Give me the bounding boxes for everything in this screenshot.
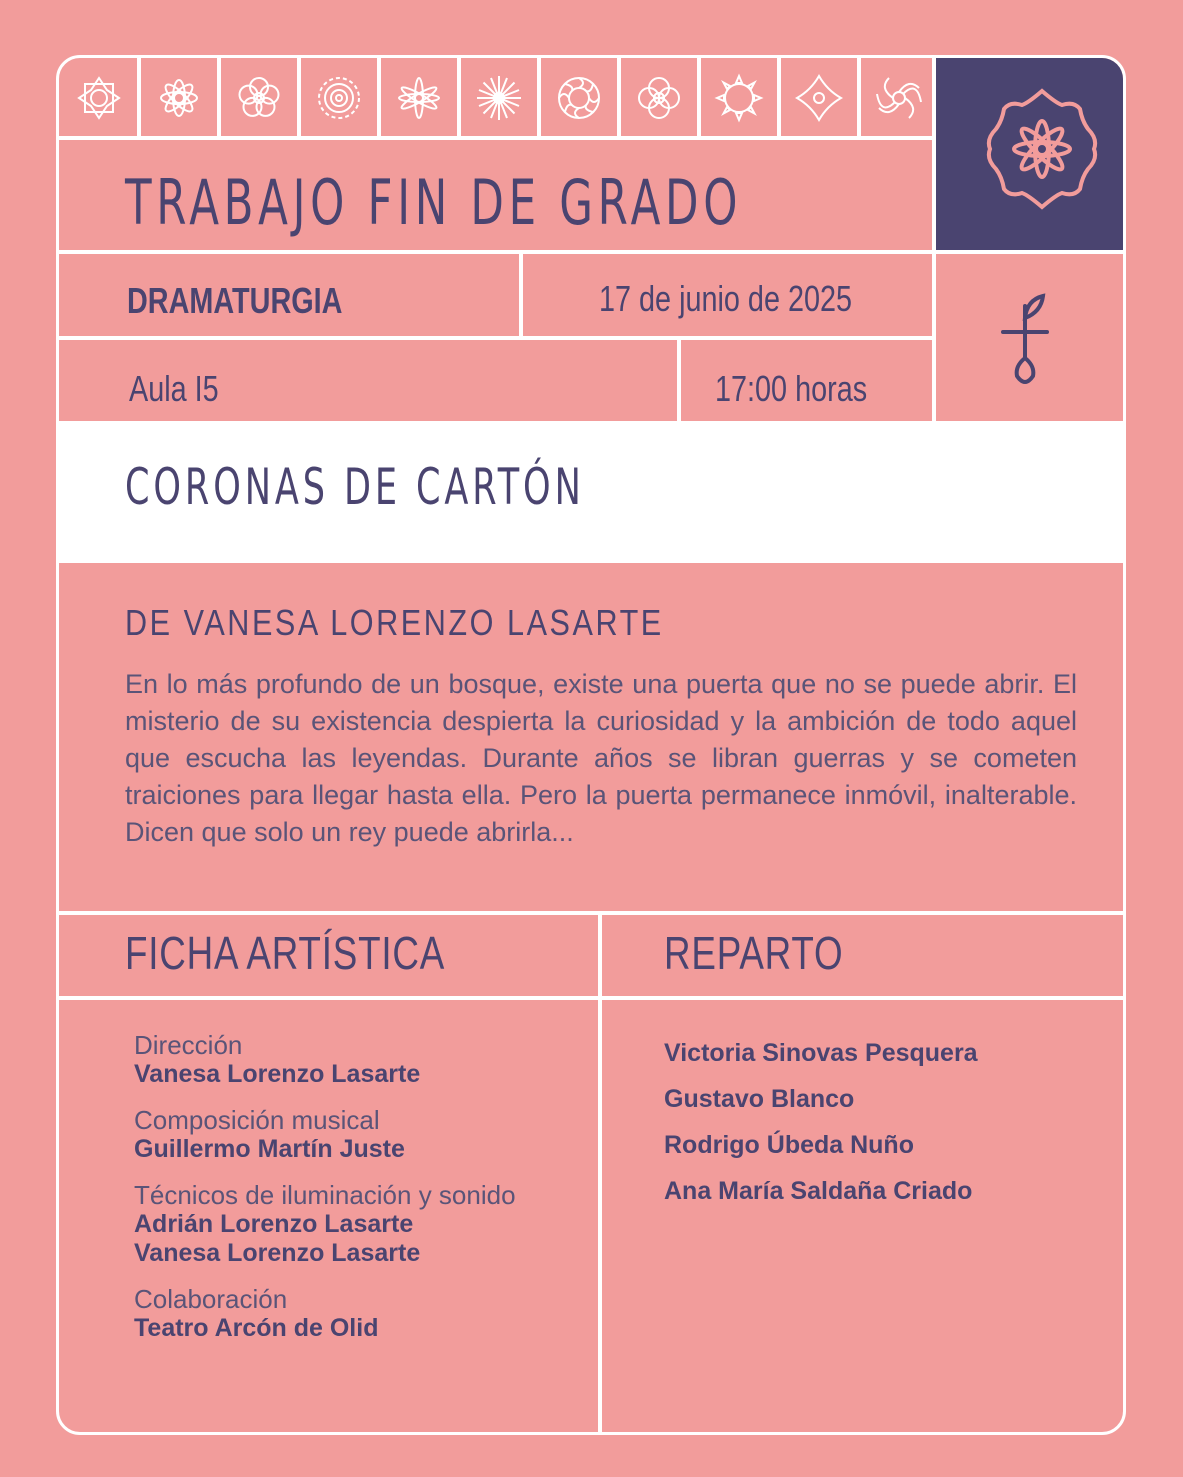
credits-list — [134, 1030, 614, 1359]
cast-item: Rodrigo Úbeda Nuño — [664, 1131, 914, 1159]
divider — [537, 58, 541, 138]
ficha-heading: FICHA ARTÍSTICA — [125, 927, 446, 979]
rosette-icon — [982, 84, 1102, 219]
credit-name: Vanesa Lorenzo Lasarte — [134, 1239, 421, 1267]
credit-technicians — [134, 1180, 614, 1268]
room-label: Aula I5 — [129, 368, 219, 409]
ornament-6-icon — [459, 58, 539, 138]
credit-name: Guillermo Martín Juste — [134, 1135, 405, 1163]
cast-item: Ana María Saldaña Criado — [664, 1177, 973, 1205]
date-label: 17 de junio de 2025 — [599, 278, 853, 319]
credit-name: Teatro Arcón de Olid — [134, 1314, 379, 1342]
divider — [377, 58, 381, 138]
divider — [519, 252, 523, 338]
divider — [617, 58, 621, 138]
ornament-7-icon — [539, 58, 619, 138]
time-label: 17:00 horas — [715, 368, 868, 409]
divider — [137, 58, 141, 138]
cast-list — [664, 1030, 1104, 1214]
ornament-11-icon — [859, 58, 939, 138]
divider — [59, 336, 936, 340]
specialty-label: DRAMATURGIA — [127, 280, 343, 321]
play-author: DE VANESA LORENZO LASARTE — [125, 602, 664, 643]
ornament-10-icon — [779, 58, 859, 138]
ornament-1-icon — [59, 58, 139, 138]
divider — [598, 913, 602, 1435]
divider — [59, 996, 1126, 1000]
synopsis-text: En lo más profundo de un bosque, existe una puerta que no se puede abrir. El misterio de su existencia despierta la curiosidad y la ambición de todo aquel que escucha las leyendas. Durante años se libran guerras y se cometen traiciones para llegar hasta ella. Pero la puerta permanece inmóvil, inalterable. Dicen que solo un rey puede abrirla... — [125, 669, 1077, 847]
page-title: TRABAJO FIN DE GRADO — [125, 166, 743, 239]
program-card — [56, 55, 1126, 1435]
cast-item: Victoria Sinovas Pesquera — [664, 1039, 978, 1067]
divider — [59, 250, 1126, 254]
credit-role: Colaboración — [134, 1284, 288, 1314]
divider — [59, 136, 936, 140]
credit-name: Adrián Lorenzo Lasarte — [134, 1210, 414, 1238]
divider — [697, 58, 701, 138]
credit-music — [134, 1105, 614, 1164]
divider — [59, 421, 1126, 425]
ornament-2-icon — [139, 58, 219, 138]
credit-role: Composición musical — [134, 1105, 380, 1135]
cast-item: Gustavo Blanco — [664, 1085, 855, 1113]
divider — [457, 58, 461, 138]
credit-direction — [134, 1030, 614, 1089]
credit-role: Dirección — [134, 1030, 243, 1060]
credit-collaboration — [134, 1284, 614, 1343]
ornament-3-icon — [219, 58, 299, 138]
rosette-panel — [936, 58, 1126, 250]
play-title: CORONAS DE CARTÓN — [125, 458, 585, 516]
divider — [932, 58, 936, 423]
ornament-8-icon — [619, 58, 699, 138]
divider — [857, 58, 861, 138]
divider — [777, 58, 781, 138]
credit-role: Técnicos de iluminación y sonido — [134, 1180, 516, 1210]
divider — [59, 911, 1126, 915]
divider — [297, 58, 301, 138]
sprout-icon — [997, 288, 1053, 393]
ornament-4-icon — [299, 58, 379, 138]
ornament-9-icon — [699, 58, 779, 138]
reparto-heading: REPARTO — [664, 927, 844, 979]
divider — [677, 338, 681, 423]
credit-name: Vanesa Lorenzo Lasarte — [134, 1060, 421, 1088]
ornament-5-icon — [379, 58, 459, 138]
divider — [59, 559, 1126, 563]
divider — [217, 58, 221, 138]
